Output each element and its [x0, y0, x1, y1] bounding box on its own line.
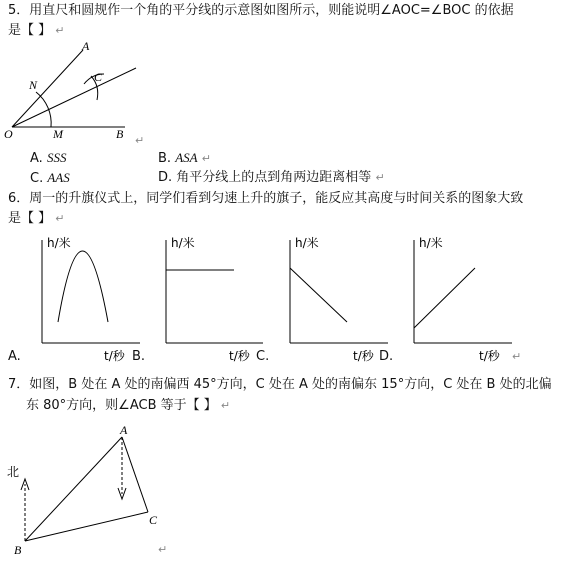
paragraph-mark: ↵: [375, 171, 385, 184]
paragraph-mark: ↵: [220, 399, 231, 412]
graph-c-y-label: h/米: [295, 236, 319, 250]
q5-stem-line2-text: 是【 】: [8, 23, 52, 38]
label-B: B: [14, 543, 22, 557]
north-label: 北: [7, 465, 20, 479]
paragraph-mark: ↵: [55, 212, 65, 225]
paragraph-mark: ↵: [158, 543, 168, 556]
side-BC: [25, 512, 148, 541]
label-A: A: [82, 39, 90, 53]
option-c-text: AAS: [47, 170, 70, 185]
graph-a-x-label: t/秒: [104, 349, 125, 363]
paragraph-mark: ↵: [512, 350, 522, 363]
paragraph-mark: ↵: [135, 134, 145, 147]
option-a-text: SSS: [46, 150, 67, 165]
label-C: C: [149, 513, 158, 527]
graph-b-y-label: h/米: [171, 236, 195, 250]
graph-d-y-label: h/米: [419, 236, 443, 250]
graph-a-option-label: A.: [8, 349, 21, 364]
label-B: B: [116, 127, 124, 141]
option-a-label: A.: [30, 151, 43, 166]
q7-stem-line1: 7．如图，B 处在 A 处的南偏西 45°方向，C 处在 A 处的南偏东 15°方向，C 处在 B 处的北偏: [8, 377, 552, 392]
q6-stem-line1: 6．周一的升旗仪式上，同学们看到匀速上升的旗子，能反应其高度与时间关系的图象大致: [8, 191, 524, 206]
label-M: M: [53, 127, 63, 141]
graph-d-option-label: D.: [379, 349, 394, 364]
label-N: N: [29, 78, 38, 92]
option-c-label: C.: [30, 171, 44, 186]
option-d-label: D.: [158, 170, 173, 185]
side-AB: [25, 437, 122, 541]
label-C: C: [94, 70, 103, 84]
side-AC: [122, 437, 148, 512]
graph-c-x-label: t/秒: [353, 349, 374, 363]
q7-stem-line2-text: 东 80°方向，则∠ACB 等于【 】: [26, 398, 217, 413]
graph-c-option-label: C.: [256, 349, 270, 364]
option-b-text: ASA: [175, 150, 198, 165]
label-A: A: [120, 423, 128, 437]
graph-a-y-label: h/米: [47, 236, 71, 250]
label-O: O: [4, 127, 13, 141]
paragraph-mark: ↵: [201, 152, 211, 165]
q5-stem-line1: 5．用直尺和圆规作一个角的平分线的示意图如图所示，则能说明∠AOC=∠BOC 的依据: [8, 3, 514, 18]
option-b-label: B.: [158, 151, 172, 166]
graph-b-x-label: t/秒: [229, 349, 250, 363]
q6-stem-line2-text: 是【 】: [8, 211, 52, 226]
paragraph-mark: ↵: [55, 24, 65, 37]
option-d-text: 角平分线上的点到角两边距离相等: [176, 170, 372, 185]
graph-b-option-label: B.: [132, 349, 146, 364]
graph-d-x-label: t/秒: [479, 349, 500, 363]
